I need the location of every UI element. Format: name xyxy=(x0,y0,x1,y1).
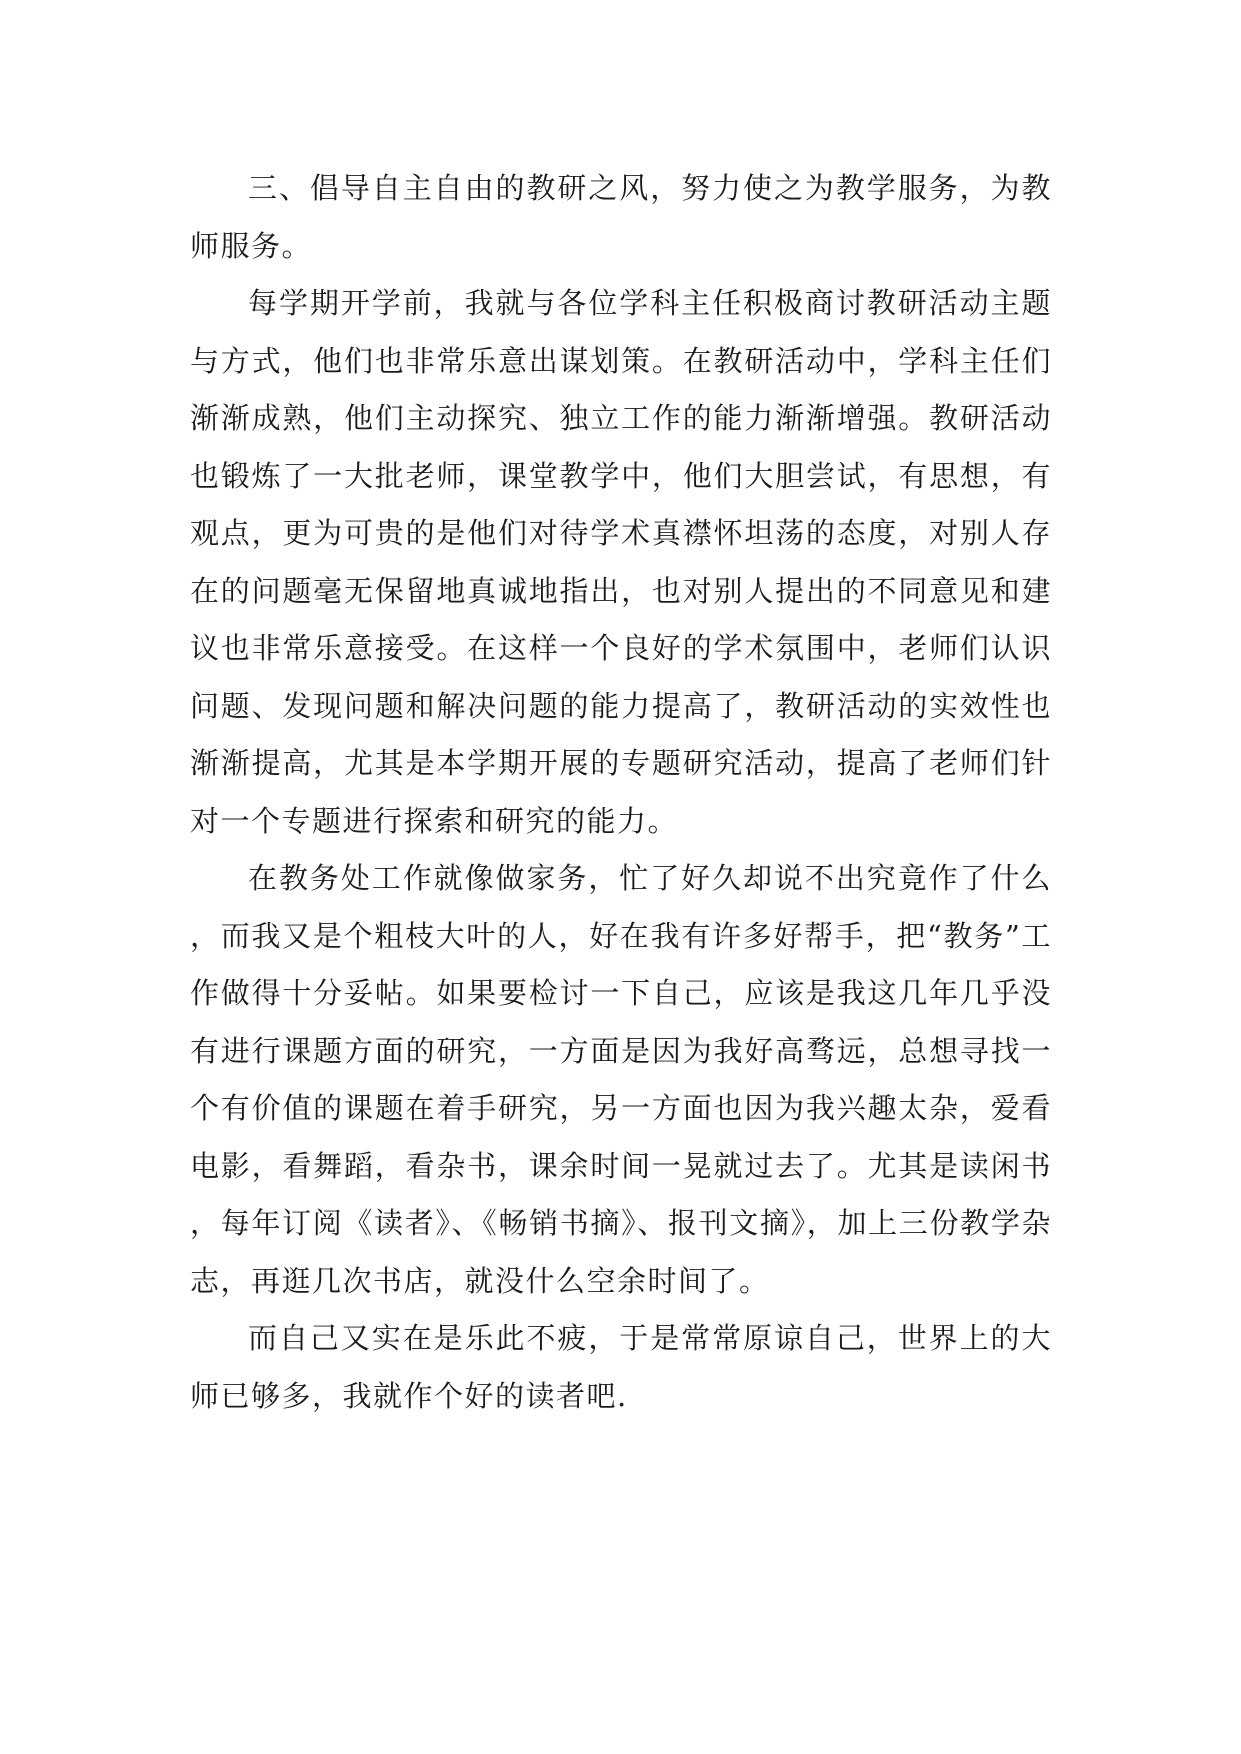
paragraph-teaching-research: 每学期开学前，我就与各位学科主任积极商讨教研活动主题与方式，他们也非常乐意出谋划策。在教研活动中，学科主任们渐渐成熟，他们主动探究、独立工作的能力渐渐增强。教研活动也锻炼了一大批老师，课堂教学中，他们大胆尝试，有思想，有观点，更为可贵的是他们对待学术真襟怀坦荡的态度，对别人存在的问题毫无保留地真诚地指出，也对别人提出的不同意见和建议也非常乐意接受。在这样一个良好的学术氛围中，老师们认识问题、发现问题和解决问题的能力提高了，教研活动的实效性也渐渐提高，尤其是本学期开展的专题研究活动，提高了老师们针对一个专题进行探索和研究的能力。 xyxy=(190,286,1052,838)
paragraph-section-heading: 三、倡导自主自由的教研之风，努力使之为教学服务，为教师服务。 xyxy=(190,171,1052,263)
paragraph-academic-affairs: 在教务处工作就像做家务，忙了好久却说不出究竟作了什么，而我又是个粗枝大叶的人，好在我有许多好帮手，把“教务”工作做得十分妥帖。如果要检讨一下自己，应该是我这几年几乎没有进行课题方面的研究，一方面是因为我好高骛远，总想寻找一个有价值的课题在着手研究，另一方面也因为我兴趣太杂，爱看电影，看舞蹈，看杂书，课余时间一晃就过去了。尤其是读闲书，每年订阅《读者》、《畅销书摘》、报刊文摘》，加上三份教学杂志，再逛几次书店，就没什么空余时间了。 xyxy=(190,861,1052,1298)
document-body xyxy=(190,160,1052,1425)
paragraph-conclusion: 而自己又实在是乐此不疲，于是常常原谅自己，世界上的大师已够多，我就作个好的读者吧. xyxy=(190,1321,1052,1413)
